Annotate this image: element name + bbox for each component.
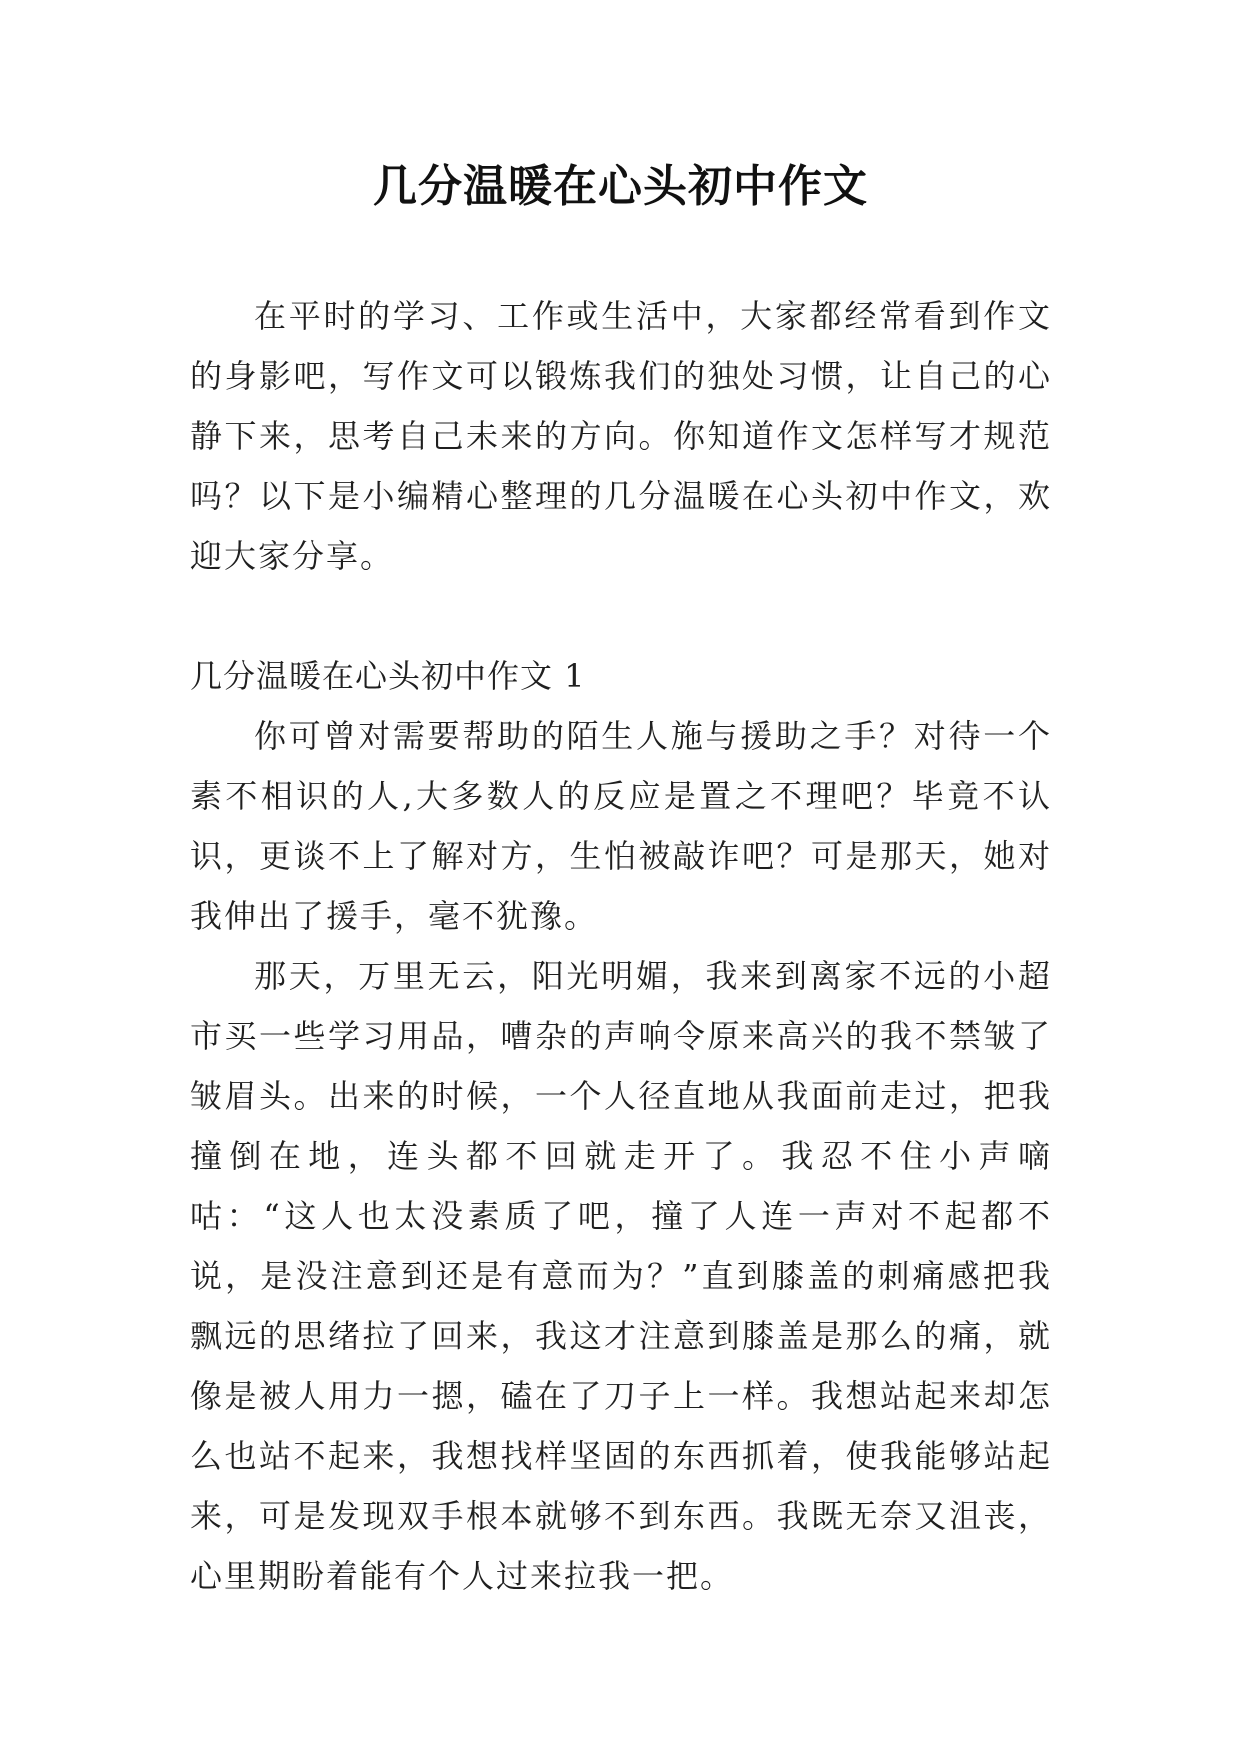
- intro-paragraph: 在平时的学习、工作或生活中，大家都经常看到作文的身影吧，写作文可以锻炼我们的独处习惯，让自己的心静下来，思考自己未来的方向。你知道作文怎样写才规范吗？以下是小编精心整理的几分温暖在心头初中作文，欢迎大家分享。: [190, 297, 1052, 575]
- body-paragraph: 你可曾对需要帮助的陌生人施与援助之手？对待一个素不相识的人,大多数人的反应是置之不理吧？毕竟不认识，更谈不上了解对方，生怕被敲诈吧？可是那天，她对我伸出了援手，毫不犹豫。: [190, 717, 1052, 935]
- page-title: 几分温暖在心头初中作文: [373, 161, 868, 212]
- section-heading: 几分温暖在心头初中作文 1: [190, 657, 586, 695]
- body-paragraph: 那天，万里无云，阳光明媚，我来到离家不远的小超市买一些学习用品，嘈杂的声响令原来高兴的我不禁皱了皱眉头。出来的时候，一个人径直地从我面前走过，把我撞倒在地，连头都不回就走开了。我忍不住小声嘀咕：“这人也太没素质了吧，撞了人连一声对不起都不说，是没注意到还是有意而为？”直到膝盖的刺痛感把我飘远的思绪拉了回来，我这才注意到膝盖是那么的痛，就像是被人用力一摁，磕在了刀子上一样。我想站起来却怎么也站不起来，我想找样坚固的东西抓着，使我能够站起来，可是发现双手根本就够不到东西。我既无奈又沮丧，心里期盼着能有个人过来拉我一把。: [190, 957, 1052, 1595]
- document-body: [190, 286, 1052, 1606]
- paragraph-spacer: [190, 586, 1052, 646]
